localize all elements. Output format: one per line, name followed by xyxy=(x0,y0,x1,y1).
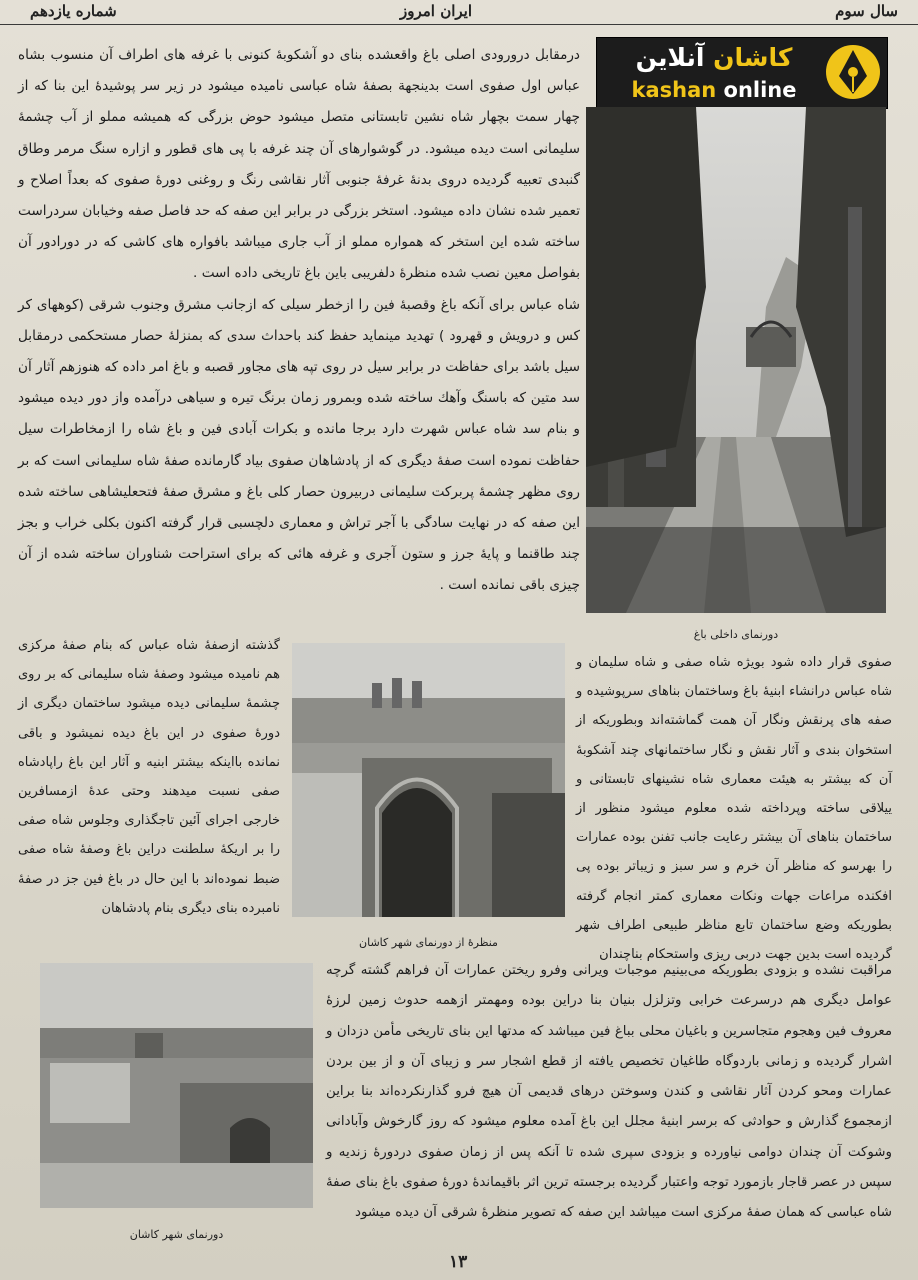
paragraph-2: شاه عباس برای آنکه باغ وقصبهٔ فین را ازخطر سیلی که ازجانب مشرق وجنوب شرقی (کوههای کر کس و درویش و قهرود ) تهدید مینماید حفظ کند باحداث سدی که بمنزلهٔ حصار مستحکمی درمقابل سیل باشد برای حفاظت در برابر سیل در روی تپه های مجاور قصبه و باغ امر داده که هنوزهم آثار آن سد متین که باسنگ وآهك ساخته شده وبمرور زمان برنگ تیره و سیاهی درآمده واز دور دیده میشود و بنام سد شاه عباس شهرت دارد برجا مانده و بکرات آبادی فین و باغ شاه را ازمخاطرات سیل حفاظت نموده است صفهٔ دیگری که از پادشاهان صفوی بیاد گارمانده صفهٔ شاه سلیمانی است که بر روی مظهر چشمهٔ پربرکت سلیمانی دربیرون حصار کلی باغ و مشرق صفهٔ فتحعلیشاهی ساخته شده این صفه که در نهایت سادگی با آجر تراش و معماری دلچسبی قرار گرفته اکنون بکلی خراب و بجز چند طاقنما و پایهٔ جرز و ستون آجری و غرفه هائی که برای استراحت شناوران ساخته شده از آن چیزی باقی نمانده است . xyxy=(18,296,580,594)
city-panorama-photo xyxy=(40,963,313,1208)
logo-english-text: kashan online xyxy=(631,78,797,102)
page-number: ۱۳ xyxy=(449,1252,468,1272)
paragraph-1: درمقابل درورودی اصلی باغ واقعشده بنای دو آشکوبهٔ کنونی با غرفه های اطراف آن منسوب بشاه عباس اول صفوی است بدینجهة بصفهٔ شاه عباسی نامیده میشود در زیر سر پوشیدهٔ این بنا که از چهار سمت بچهار شاه نشین تابستانی متصل میشود حوض بزرگی که همیشه مملو از آب چشمهٔ سلیمانی است دیده میشود. در گوشوارهای آن چند غرفه با پی های قطور و ازاره سنگ مرمر وطاق گنبدی تعبیه گردیده دروی بدنهٔ غرفهٔ جنوبی آثار نقاشی رنگ و روغنی دورهٔ صفوی که بعداً اصلاح و تعمیر شده نشان داده میشود. استخر بزرگی در برابر این صفه که حد فاصل صفه وخیابان سردراست ساخته شده این استخر که همواره مملو از آب جاری میباشد بافواره های کاشی که در دورادور آن بفواصل معین نصب شده منظرهٔ دلفریبی باین باغ تاریخی داده است . xyxy=(18,47,580,282)
garden-interior-photo xyxy=(586,107,886,613)
kashan-online-logo xyxy=(596,37,888,109)
article-top-text xyxy=(18,40,580,602)
garden-photo-caption: دورنمای داخلی باغ xyxy=(693,628,779,641)
city-view-caption: منظرهٔ از دورنمای شهر کاشان xyxy=(359,936,498,949)
city-view-photo xyxy=(292,643,565,917)
article-middle-right-text: صفوی قرار داده شود بویژه شاه صفی و شاه سلیمان و شاه عباس درانشاء ابنیهٔ باغ وساختمان بناهای سرپوشیده و صفه های پرنقش ونگار آن همت گماشته‌اند وبطوریکه از استخوان بندی و آثار نقش و نگار ساختمانهای چند آشکوبهٔ آن که بیشتر به هیئت معماری شاه نشینهای تابستانی و ییلاقی ساخته وپرداخته شده معلوم میشود منظور از ساختمان بناهای آن بیشتر رعایت جانب تفنن بوده عمارات را بهرسو که مناظر آن خرم و سر سبز و زیباتر بوده پی افکنده مراعات جهات ونکات معماری کمتر انجام گرفته بطوریکه وضع ساختمان تابع مناظر طبیعی اطراف شهر گردیده است بدین جهت دربی ریزی واستحکام بناچندان xyxy=(576,655,892,963)
page-header xyxy=(0,0,918,25)
volume-year: سال سوم xyxy=(835,2,898,20)
article-middle-left-text: گذشته ازصفهٔ شاه عباس که بنام صفهٔ مرکزی هم نامیده میشود وصفهٔ شاه سلیمانی که بر روی چشمهٔ سلیمانی دیده میشود ساختمان دیگری از دورهٔ صفوی در این باغ دیده نمیشود و باقی نمانده بااینکه بیشتر ابنیه و آثار این باغ راپادشاه صفی نسبت میدهند وحتی عدهٔ ازمسافرین خارجی اجرای آئین تاجگذاری وجلوس شاه صفی را بر اریکهٔ سلطنت دراین باغ وصفهٔ شاه صفی ضبط نموده‌اند با این حال در باغ فین جز در صفهٔ نامبرده بنای دیگری بنام پادشاهان xyxy=(18,638,280,916)
logo-persian-text: کاشان آنلاین xyxy=(635,43,793,72)
article-bottom-text: مراقبت نشده و بزودی بطوریکه می‌بینیم موجبات ویرانی وفرو ریختن عمارات آن فراهم گشته گرچه عوامل دیگری هم درسرعت خرابی وتزلزل بنیان بنا دراین بوده ومهمتر ازهمه حدوث زمین لرزهٔ معروف فین وهجوم متجاسرین و باغیان محلی بباغ فین میباشد که مدتها این بنای تاریخی مأمن دزدان و اشرار گردیده و زمانی باردوگاه طاغیان تخصیص یافته از قطع اشجار سر و زیبای آن و از بین بردن عمارات ومحو کردن آثار نقاشی و کندن وسوختن درهای قدیمی آن هیچ فرو گذارنکرده‌اند بنا براین ازمجموع گذارش و حوادثی که برسر ابنیهٔ مجلل این باغ آمده معلوم میشود که روز گارخوش وآبادانی وشوکت آن چندان دوامی نیاورده و بزودی سپری شده تا آنکه پس از زمان صفوی دردورهٔ زندیه و سپس در عصر قاجار بازمورد توجه واعتبار گردیده برجسته ترین اثر باقیماندهٔ دورهٔ صفوی باغ بنای صفهٔ شاه عباسی که همان صفهٔ مرکزی است میباشد این صفه که تصویر منظرهٔ شرقی آن دیده میشود xyxy=(326,963,892,1221)
magazine-title: ایران امروز xyxy=(400,2,472,20)
city-panorama-caption: دورنمای شهر کاشان xyxy=(129,1228,224,1241)
pen-nib-icon xyxy=(823,42,883,102)
issue-number: شماره یازدهم xyxy=(30,2,117,20)
